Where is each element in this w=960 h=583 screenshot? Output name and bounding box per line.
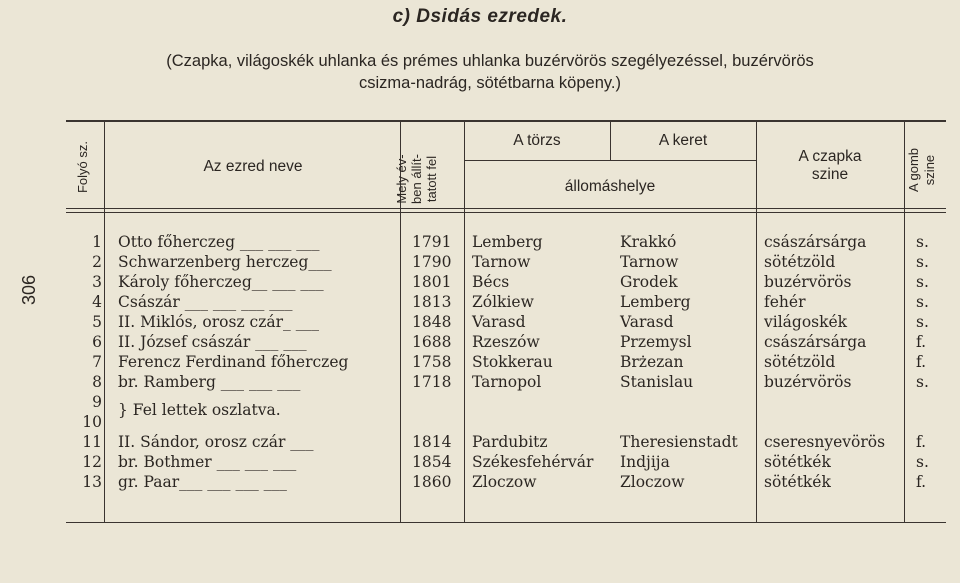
cell-name: Károly főherczeg__ ___ ___ xyxy=(118,273,324,291)
cell-year: 1854 xyxy=(412,453,452,471)
cell-czapka: sötétkék xyxy=(764,473,831,491)
cell-czapka: cseresnyevörös xyxy=(764,433,886,451)
table-row xyxy=(66,312,946,332)
cell-name: II. Sándor, orosz czár ___ xyxy=(118,433,314,451)
cell-torzs: Tarnopol xyxy=(472,373,542,391)
cell-czapka: buzérvörös xyxy=(764,373,852,391)
cell-num: 12 xyxy=(82,453,102,471)
cell-keret: Grodek xyxy=(620,273,678,291)
regiment-table xyxy=(66,120,946,523)
cell-keret: Brżezan xyxy=(620,353,684,371)
cell-torzs: Tarnow xyxy=(472,253,531,271)
page-number: 306 xyxy=(19,274,39,305)
cell-num: 7 xyxy=(92,353,102,371)
cell-num: 3 xyxy=(92,273,102,291)
cell-num: 11 xyxy=(82,433,102,451)
cell-name: II. Miklós, orosz czár_ ___ xyxy=(118,313,319,331)
cell-torzs: Bécs xyxy=(472,273,510,291)
subtitle-line-2: csizma-nadrág, sötétbarna köpeny.) xyxy=(359,74,621,92)
cell-year: 1718 xyxy=(412,373,452,391)
table-row xyxy=(66,272,946,292)
cell-czapka: fehér xyxy=(764,293,806,311)
cell-keret: Stanislau xyxy=(620,373,694,391)
cell-czapka: sötétzöld xyxy=(764,353,836,371)
cell-keret: Przemysl xyxy=(620,333,692,351)
cell-keret: Lemberg xyxy=(620,293,691,311)
cell-year: 1790 xyxy=(412,253,452,271)
cell-torzs: Székesfehérvár xyxy=(472,453,594,471)
table-row xyxy=(66,292,946,312)
cell-year: 1860 xyxy=(412,473,452,491)
cell-czapka: buzérvörös xyxy=(764,273,852,291)
header-gomb-line1: A gomb xyxy=(906,147,921,193)
cell-gomb: s. xyxy=(916,253,929,271)
table-row xyxy=(66,372,946,392)
header-czapka-line2: szine xyxy=(811,166,849,183)
cell-num: 8 xyxy=(92,373,102,391)
cell-gomb: s. xyxy=(916,313,929,331)
cell-gomb: f. xyxy=(916,473,927,491)
cell-year: 1813 xyxy=(412,293,452,311)
cell-year: 1848 xyxy=(412,313,452,331)
table-row xyxy=(66,232,946,252)
cell-gomb: s. xyxy=(916,273,929,291)
cell-gomb: f. xyxy=(916,333,927,351)
cell-gomb: f. xyxy=(916,353,927,371)
cell-year: 1814 xyxy=(412,433,452,451)
cell-gomb: f. xyxy=(916,433,927,451)
header-folyo: Folyó sz. xyxy=(75,141,90,194)
cell-num: 5 xyxy=(92,313,102,331)
header-ev-line2: ben állít- xyxy=(409,154,424,204)
cell-torzs: Varasd xyxy=(472,313,526,331)
cell-name: br. Ramberg ___ ___ ___ xyxy=(118,373,301,391)
cell-czapka: császársárga xyxy=(764,233,867,251)
header-ezred-neve: Az ezred neve xyxy=(203,158,303,175)
header-allomashelye: állomáshelye xyxy=(564,178,656,195)
cell-name: Otto főherczeg ___ ___ ___ xyxy=(118,233,320,251)
cell-keret: Indjija xyxy=(620,453,670,471)
section-heading: c) Dsidás ezredek. xyxy=(392,6,568,27)
cell-name: II. József császár ___ ___ xyxy=(118,333,307,351)
header-ev-line1: Mely év- xyxy=(394,154,409,204)
header-bottom-rule xyxy=(66,208,946,209)
header-ev-line3: tatott fel xyxy=(424,155,439,203)
cell-gomb: s. xyxy=(916,233,929,251)
cell-year: 1758 xyxy=(412,353,452,371)
cell-name: Ferencz Ferdinand főherczeg xyxy=(118,353,349,371)
header-gomb xyxy=(906,130,942,210)
cell-year: 1791 xyxy=(412,233,452,251)
cell-name: Schwarzenberg herczeg___ xyxy=(118,253,332,271)
cell-torzs: Stokkerau xyxy=(472,353,553,371)
table-row xyxy=(66,432,946,452)
header-torzs: A törzs xyxy=(513,132,561,149)
cell-num: 13 xyxy=(82,473,102,491)
cell-czapka: sötétkék xyxy=(764,453,831,471)
table-row xyxy=(66,352,946,372)
cell-torzs: Zloczow xyxy=(472,473,537,491)
header-gomb-line2: szine xyxy=(922,154,937,186)
brace-note: } Fel lettek oszlatva. xyxy=(118,401,281,419)
header-bottom-rule-double xyxy=(66,212,946,213)
cell-name: gr. Paar___ ___ ___ ___ xyxy=(118,473,287,491)
cell-num: 4 xyxy=(92,293,102,311)
table-row xyxy=(66,472,946,492)
cell-gomb: s. xyxy=(916,453,929,471)
table-row xyxy=(66,252,946,272)
subheader-divider xyxy=(464,160,756,161)
cell-torzs: Rzeszów xyxy=(472,333,540,351)
header-czapka xyxy=(756,148,904,184)
uniform-description xyxy=(60,50,920,94)
table-row xyxy=(66,332,946,352)
cell-name: br. Bothmer ___ ___ ___ xyxy=(118,453,297,471)
cell-year: 1688 xyxy=(412,333,452,351)
header-keret: A keret xyxy=(658,132,708,149)
cell-gomb: s. xyxy=(916,373,929,391)
cell-torzs: Pardubitz xyxy=(472,433,548,451)
cell-gomb: s. xyxy=(916,293,929,311)
cell-num: 9 xyxy=(92,393,102,411)
cell-name: Császár ___ ___ ___ ___ xyxy=(118,293,293,311)
header-ev xyxy=(394,134,444,224)
header-czapka-line1: A czapka xyxy=(798,148,862,165)
cell-czapka: világoskék xyxy=(764,313,848,331)
cell-year: 1801 xyxy=(412,273,452,291)
cell-keret: Varasd xyxy=(620,313,674,331)
cell-num: 10 xyxy=(82,413,102,431)
subtitle-line-1: (Czapka, világoskék uhlanka és prémes uhlanka buzérvörös szegélyezéssel, buzérvörös xyxy=(166,52,814,70)
cell-keret: Tarnow xyxy=(620,253,679,271)
table-row xyxy=(66,452,946,472)
cell-torzs: Zólkiew xyxy=(472,293,534,311)
cell-keret: Krakkó xyxy=(620,233,677,251)
cell-keret: Zloczow xyxy=(620,473,685,491)
cell-keret: Theresienstadt xyxy=(620,433,738,451)
cell-torzs: Lemberg xyxy=(472,233,543,251)
cell-num: 6 xyxy=(92,333,102,351)
cell-czapka: császársárga xyxy=(764,333,867,351)
cell-czapka: sötétzöld xyxy=(764,253,836,271)
cell-num: 1 xyxy=(92,233,102,251)
cell-num: 2 xyxy=(92,253,102,271)
